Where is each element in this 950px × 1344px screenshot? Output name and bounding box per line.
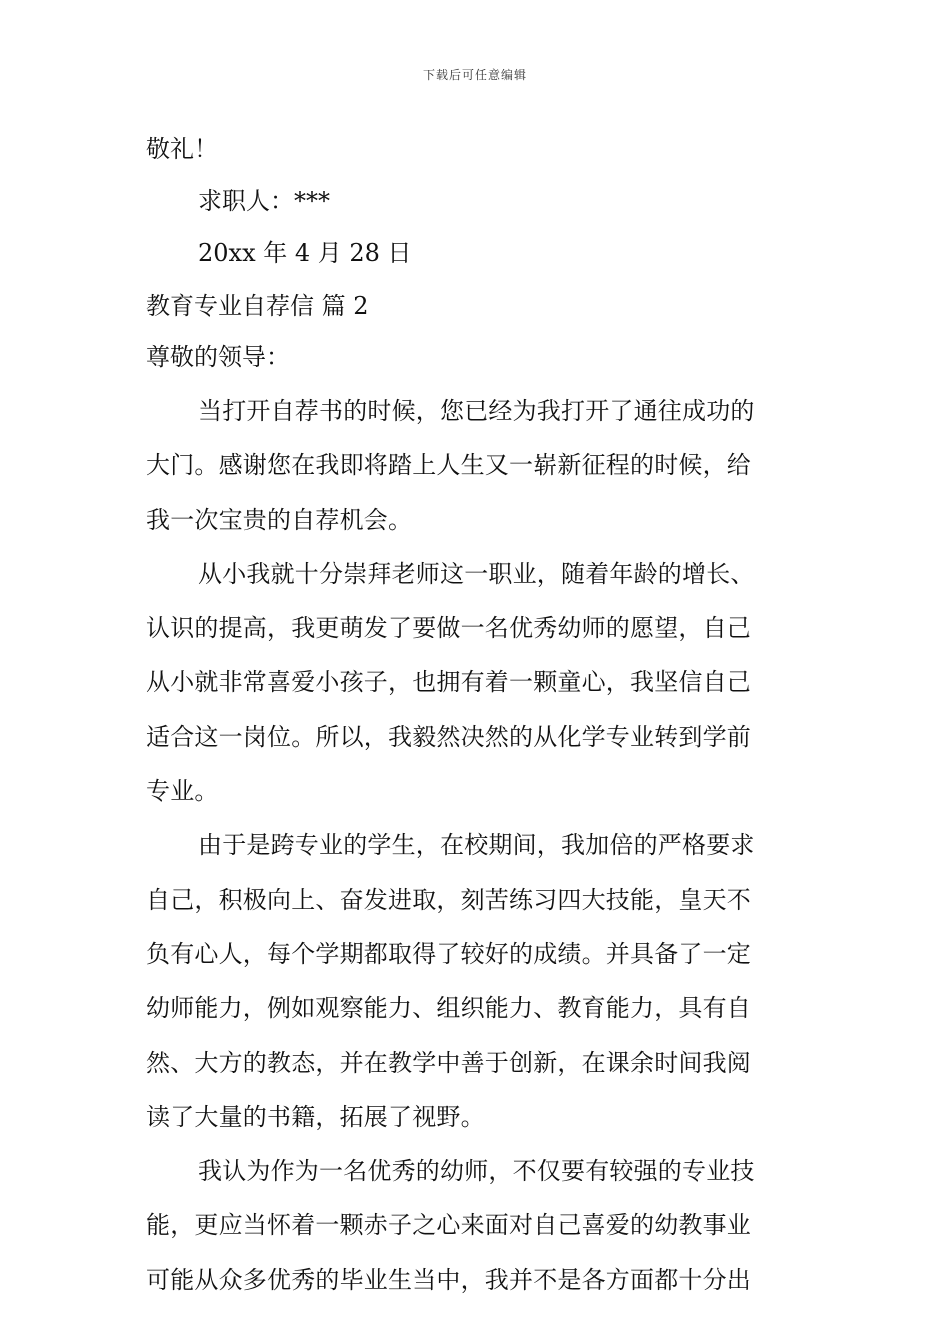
paragraph-line: 自己，积极向上、奋发进取，刻苦练习四大技能，皇天不 [146,885,751,914]
paragraph-1 [146,384,806,547]
document-body [146,125,806,1307]
section-title: 教育专业自荐信 篇 2 [146,292,369,320]
salute-line: 敬礼！ [146,135,218,163]
paragraph-line: 幼师能力，例如观察能力、组织能力、教育能力，具有自 [146,994,751,1023]
paragraph-line: 从小就非常喜爱小孩子，也拥有着一颗童心，我坚信自己 [146,668,751,697]
paragraph-line: 适合这一岗位。所以，我毅然决然的从化学专业转到学前 [146,722,751,751]
paragraph-line: 大门。感谢您在我即将踏上人生又一崭新征程的时候，给 [146,451,751,480]
paragraph-line: 当打开自荐书的时候，您已经为我打开了通往成功的 [198,397,755,425]
paragraph-line: 能，更应当怀着一颗赤子之心来面对自己喜爱的幼教事业 [146,1211,751,1240]
greeting-line: 尊敬的领导： [146,343,290,371]
paragraph-line: 专业。 [146,777,219,806]
paragraph-line: 可能从众多优秀的毕业生当中，我并不是各方面都十分出 [146,1265,751,1294]
signer-line: 求职人：*** [198,187,330,215]
paragraph-3 [146,818,806,1144]
paragraph-2 [146,547,806,818]
paragraph-line: 负有心人，每个学期都取得了较好的成绩。并具备了一定 [146,939,751,968]
paragraph-line: 我认为作为一名优秀的幼师，不仅要有较强的专业技 [198,1157,755,1186]
page-header-note: 下载后可任意编辑 [422,68,527,82]
paragraph-line: 由于是跨专业的学生，在校期间，我加倍的严格要求 [198,831,755,860]
paragraph-line: 我一次宝贵的自荐机会。 [146,505,413,534]
paragraph-4 [146,1144,806,1307]
paragraph-line: 从小我就十分崇拜老师这一职业，随着年龄的增长、 [198,559,755,588]
paragraph-line: 然、大方的教态，并在教学中善于创新，在课余时间我阅 [146,1048,751,1077]
paragraph-line: 认识的提高，我更萌发了要做一名优秀幼师的愿望，自己 [146,614,751,643]
date-line: 20xx 年 4 月 28 日 [198,239,412,267]
paragraph-line: 读了大量的书籍，拓展了视野。 [146,1102,485,1131]
